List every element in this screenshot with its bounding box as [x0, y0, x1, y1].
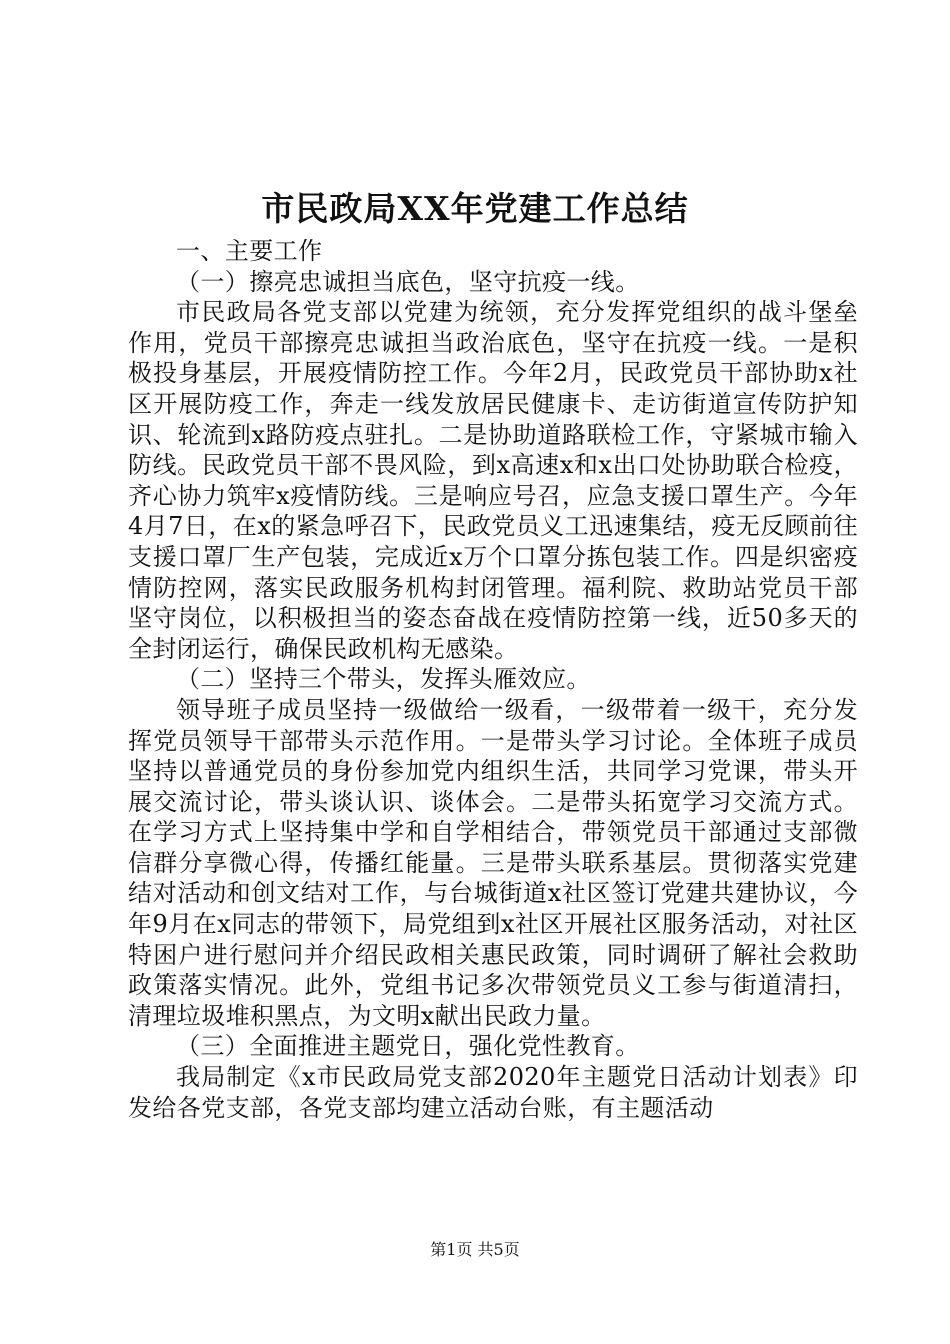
- document-body: [128, 236, 858, 1123]
- subsection-heading: （一）擦亮忠诚担当底色，坚守抗疫一线。: [176, 267, 640, 296]
- page-footer: 第1页 共5页: [430, 1240, 520, 1259]
- body-paragraph: 领导班子成员坚持一级做给一级看，一级带着一级干，充分发挥党员领导干部带头示范作用。一是带头学习讨论。全体班子成员坚持以普通党员的身份参加党内组织生活，共同学习党课，带头开展交流讨论，带头谈认识、谈体会。二是带头拓宽学习交流方式。在学习方式上坚持集中学和自学相结合，带领党员干部通过支部微信群分享微心得，传播红能量。三是带头联系基层。贯彻落实党建结对活动和创文结对工作，与台城街道x社区签订党建共建协议，今年9月在x同志的带领下，局党组到x社区开展社区服务活动，对社区特困户进行慰问并介绍民政相关惠民政策，同时调研了解社会救助政策落实情况。此外，党组书记多次带领党员义工参与街道清扫，清理垃圾堆积黑点，为文明x献出民政力量。: [128, 695, 858, 1030]
- subsection-heading: （三）全面推进主题党日，强化党性教育。: [176, 1032, 640, 1061]
- body-paragraph: 市民政局各党支部以党建为统领，充分发挥党组织的战斗堡垒作用，党员干部擦亮忠诚担当政治底色，坚守在抗疫一线。一是积极投身基层，开展疫情防控工作。今年2月，民政党员干部协助x社区开展防疫工作，奔走一线发放居民健康卡、走访街道宣传防护知识、轮流到x路防疫点驻扎。二是协助道路联检工作，守紧城市输入防线。民政党员干部不畏风险，到x高速x和x出口处协助联合检疫，齐心协力筑牢x疫情防线。三是响应号召，应急支援口罩生产。今年4月7日，在x的紧急呼召下，民政党员义工迅速集结，疫无反顾前往支援口罩厂生产包装，完成近x万个口罩分拣包装工作。四是织密疫情防控网，落实民政服务机构封闭管理。福利院、救助站党员干部坚守岗位，以积极担当的姿态奋战在疫情防控第一线，近50多天的全封闭运行，确保民政机构无感染。: [128, 298, 858, 663]
- document-title: 市民政局XX年党建工作总结: [261, 189, 689, 228]
- body-paragraph: 我局制定《x市民政局党支部2020年主题党日活动计划表》印发给各党支部，各党支部均建立活动台账，有主题活动: [128, 1063, 858, 1122]
- section-heading: 一、主要工作: [176, 237, 323, 265]
- subsection-heading: （二）坚持三个带头，发挥头雁效应。: [176, 665, 591, 694]
